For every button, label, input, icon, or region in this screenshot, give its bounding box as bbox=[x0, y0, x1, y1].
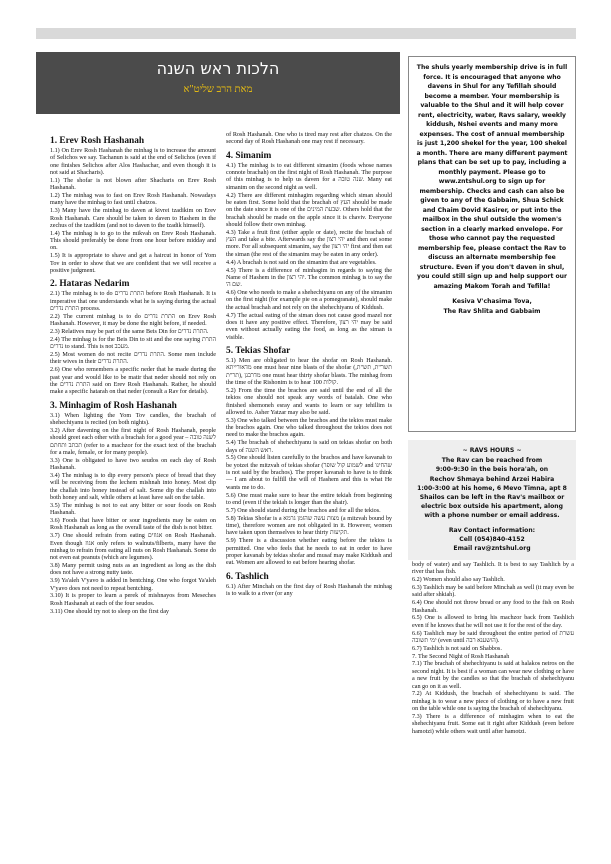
paragraph: 6.2) Women should also say Tashlich. bbox=[412, 577, 505, 584]
paragraph: 5.6) One must make sure to hear the entire tekiah from beginning to end (even if the tekiah is longer than the shair). bbox=[226, 492, 392, 506]
paragraph: 5.4) The brachah of shehechiyanu is said on tekias shofar on both days of ראש השנה. bbox=[226, 440, 392, 454]
section-title: 2. Hataras Nedarim bbox=[50, 279, 130, 290]
column-3 bbox=[412, 562, 574, 736]
paragraph: 5.9) There is a discussion whether eating before the tekios is permitted. One who feels that he needs to eat in order to have proper kavanah by tekias shofar and musaf may make Kiddush and eat. Women are allowed to eat before hearing shofar. bbox=[226, 538, 392, 567]
paragraph: 5.3) One who talked between the brachos and the tekios must make the brachos again. One who talked throughout the tekios does not need to make the brachos again. bbox=[226, 417, 392, 439]
paragraph: 4.2) There are different minhagim regarding which siman should be eaten first. Some hold that the brachah of העץ should be made on the date since it is one of the שבעת המינים. Others hold that the brachah should be made on the apple since it is chaviv. Everyone should follow their own minhag. bbox=[226, 192, 393, 228]
paragraph: 5.2) From the time the brachos are said until the end of all the tekios one should not speak any words of batalah. One who finished shemoneh esray and wants to learn or say tehillim is allowed to. Asher Yatzar may also be said. bbox=[226, 387, 392, 416]
paragraph: 1.5) It is appropriate to shave and get a haircut in honor of Yom Tov in order to show that we are confident that we will receive a positive judgment. bbox=[50, 253, 216, 274]
paragraph: 4.7) The actual eating of the siman does not cause good mazel nor does it have any positive effect. Therefore, יהי רצון may be said even without actually eating the food, as long as the siman is visible. bbox=[226, 312, 392, 341]
rav-hours-line: Rechov Shmaya behind Arzei Habira bbox=[429, 475, 555, 483]
paragraph: 6.3) Tashlich may be said before Minchah as well (it may even be said after shkiah). bbox=[412, 585, 574, 599]
paragraph: 3.9) Ya'aleh V'yavo is added in bentching. One who forgot Ya'aleh V'yavo does not need to repeat bentching. bbox=[50, 578, 216, 592]
paragraph: 1.4) The minhag is to go to the mikvah on Erev Rosh Hashanah. This should preferably be done from one hour before midday and on. bbox=[50, 230, 216, 252]
paragraph: 6.5) One is allowed to bring his machzor back from Tashlich even if he knows that he will not use it for the rest of the day. bbox=[412, 615, 574, 629]
paragraph: 2.6) One who remembers a specific neder that he made during the past year and would like to be matir that neder should not rely on the התרת נדרים said on Erev Rosh Hashanah. Rather, he should make a specific hatarah on that neder (consult a Rav for details). bbox=[50, 367, 216, 396]
paragraph: 7.1) The brachah of shehechiyanu is said at halakos neiros on the second night. It is best if a woman can wear new clothing or have a new fruit by the candles so that the brachah of shehechiyanu can go on it as well. bbox=[412, 661, 574, 690]
paragraph: 3.4) The minhag is to dip every person's piece of bread that they will be receiving from the lechem mishnah into honey. Most dip the challah into honey instead of salt. Some dip the challah into both honey and salt, while others at least have salt on the table. bbox=[50, 472, 216, 501]
paragraph: 3.5) The minhag is not to eat any bitter or sour foods on Rosh Hashanah. bbox=[50, 502, 216, 517]
paragraph: 2.1) The minhag is to do התרת נדרים before Rosh Hashanah. It is imperative that one understands what he is saying during the actual התרת נדרים process. bbox=[50, 291, 216, 313]
paragraph: 5.8) Tekias Shofar is a מצות עשה שהזמן גרמא (a mitzvah bound by time), therefore women are not obligated in it. However, women have taken upon themselves to hear thirty תקיעות. bbox=[226, 515, 393, 537]
paragraph: 2.4) The minhag is for the Beis Din to sit and the one saying התרת נדרים to stand. This is not מעכב. bbox=[50, 336, 216, 351]
paragraph: 1.1) The shofar is not blown after Shacharis on Erev Rosh Hashanah. bbox=[50, 177, 216, 192]
paragraph: 7.3) There is a difference of minhagim when to eat the shehechiyanu fruit. Some eat it right after Kiddush (even before hamotzi) while others wait until after hamotzi. bbox=[412, 713, 574, 735]
section-title: 4. Simanim bbox=[226, 150, 272, 161]
paragraph: 3.7) One should refrain from eating אגוזים on Rosh Hashanah. Even though אגוז only refers to walnuts/filberts, many have the minhag to refrain from eating all nuts on Rosh Hashanah. Some do not even eat peanuts (which are legumes). bbox=[50, 533, 217, 562]
paragraph: 3.8) Many permit using nuts as an ingredient as long as the dish does not have a strong nutty taste. bbox=[50, 563, 216, 577]
page-title: הלכות ראש השנה bbox=[156, 59, 280, 78]
paragraph: of Rosh Hashanah. One who is tired may rest after chatzos. On the second day of Rosh Hashanah one may rest if necessary. bbox=[226, 132, 392, 146]
page-subtitle: מאת הרב שליט"א bbox=[183, 84, 253, 95]
rav-hours-line: The Rav can be reached from bbox=[441, 457, 543, 465]
paragraph: 1.3) Many have the minhag to daven at kivrei tzadikim on Erev Rosh Hashanah. Care should be taken to daven to Hashem in the zechus of the tzadikim (and not to daven to the tzadik himself). bbox=[50, 208, 216, 229]
paragraph: 5.7) One should stand during the brachos and for all the tekios. bbox=[226, 507, 381, 514]
rav-hours-line: 1:00-3:00 at his home, 6 Mevo Timna, apt 8 bbox=[417, 484, 567, 492]
contact-heading: Rav Contact information: bbox=[448, 526, 536, 534]
paragraph: 6.7) Tashlich is not said on Shabbos. bbox=[412, 645, 502, 652]
rav-hours-line: 9:00-9:30 in the beis hora'ah, on bbox=[435, 466, 549, 474]
paragraph: 5.1) Men are obligated to hear the shofar on Rosh Hashanah. מדאורייתא one must hear nine blasts of the shofar (תשר"ת, תש"ת, תר"ת), מדרבנן one must hear thirty shofar blasts. The minhag from the time of the Rishonim is to hear 100 קולות. bbox=[226, 357, 392, 386]
paragraph: 3.11) One should try not to sleep on the first day bbox=[50, 608, 169, 615]
paragraph: 4.1) The minhag is to eat different simanim (foods whose names connote brachah) on the first night of Rosh Hashanah. The purpose of this minhag is to help us daven for a שנה טובה. Many eat simanim on the second night as well. bbox=[226, 162, 392, 191]
paragraph: body of water) and say Tashlich. It is best to say Tashlich by a river that has fish. bbox=[412, 562, 574, 576]
section-title: 6. Tashlich bbox=[226, 571, 269, 582]
membership-drive-box bbox=[408, 56, 576, 432]
section-title: 3. Minhagim of Rosh Hashanah bbox=[50, 400, 177, 411]
title-banner bbox=[36, 52, 400, 114]
rav-hours-line: Shailos can be left in the Rav's mailbox or electric box outside his apartment, along with a phone number or email address. bbox=[419, 494, 565, 520]
paragraph: 4.3) Take a fruit first (either apple or date), recite the brachah of העץ and take a bite. Afterwards say the יהי רצון and then eat some more. For all subsequent simanim, say the יהי רצון first and then eat the siman (the rest of the simanim may be eaten in any order). bbox=[226, 229, 392, 258]
rav-hours-heading: ~ RAVS HOURS ~ bbox=[462, 447, 522, 454]
contact-email[interactable]: Email rav@zntshul.org bbox=[453, 545, 531, 553]
paragraph: 6.1) After Minchah on the first day of Rosh Hashanah the minhag is to walk to a river (or any bbox=[226, 583, 392, 597]
signature-line-2: The Rav Shlita and Gabbaim bbox=[443, 307, 541, 315]
paragraph: 2.3) Relatives may be part of the same Beis Din for התרת נדרים. bbox=[50, 329, 209, 336]
rav-hours-box bbox=[408, 440, 576, 560]
paragraph: 1.1) On Erev Rosh Hashanah the minhag is to increase the amount of Selichos we say. Tachanun is said at the end of Selichos (even if one finishes Selichos after Alos Hashachar, and even though it is not said at Shacharis). bbox=[50, 148, 216, 177]
paragraph: 3.2) After davening on the first night of Rosh Hashanah, people should greet each other with a brachah for a good year – לשנה טובה תכתב ותחתם (refer to a machzor for the exact text of the brachah for a male, female, or for many people). bbox=[50, 427, 217, 456]
section-title: 1. Erev Rosh Hashanah bbox=[50, 136, 145, 146]
column-1 bbox=[50, 132, 216, 616]
top-divider-bar bbox=[36, 28, 576, 39]
paragraph: 6.6) Tashlich may be said throughout the entire period of עשרת ימי תשובה (even until הושענא רבה). bbox=[412, 630, 574, 644]
column-2 bbox=[226, 132, 392, 599]
paragraph: 3.6) Foods that have bitter or sour ingredients may be eaten on Rosh Hashanah as long as the overall taste of the dish is not bitter. bbox=[50, 517, 216, 532]
paragraph: 1.2) The minhag was to fast on Erev Rosh Hashanah. Nowadays many have the minhag to fast until chatzos. bbox=[50, 193, 216, 207]
contact-cell: Cell (054)840-4152 bbox=[459, 535, 525, 543]
paragraph: 6.4) One should not throw bread or any food to the fish on Rosh Hashanah. bbox=[412, 600, 574, 614]
paragraph: 7.2) At Kiddush, the brachah of shehechiyanu is said. The minhag is to wear a new piece of clothing or to have a new fruit on the table while one is saying the brachah of shehechiyanu. bbox=[412, 691, 574, 713]
newsletter-page bbox=[36, 44, 576, 850]
paragraph: 5.5) One should listen carefully to the brachos and have kavanah to be yotzei the mitzvah of tekias shofar (לשמוע קול שופר and שהחינו is not said by the brachos). The proper kavanah to have is to think — I am about to fulfill the will of Hashem and this is what He wants me to do. bbox=[226, 455, 392, 491]
paragraph: 4.5) There is a difference of minhagim in regards to saying the Name of Hashem in the יהי רצון. The common minhag is to say the 'שם ה. bbox=[226, 267, 392, 289]
paragraph: 3.10) It is proper to learn a perek of mishnayos from Meseches Rosh Hashanah at each of the four seudos. bbox=[50, 593, 216, 607]
paragraph: 4.6) One who needs to make a shehechiyanu on any of the simanim on the first night (for example pie on a pomegranate), should make the actual brachah and not rely on the shehechiyanu of Kiddush. bbox=[226, 290, 392, 311]
paragraph: 3.3) One is obligated to have two seudos on each day of Rosh Hashanah. bbox=[50, 457, 216, 472]
signature-line-1: Kesiva V'chasima Tova, bbox=[452, 298, 532, 305]
paragraph: 7. The Second Night of Rosh Hashanah bbox=[412, 653, 510, 660]
membership-text: The shuls yearly membership drive is in full force. It is encouraged that anyone who davens in Shul for any Tefillah should become a member. Your membership is valuable to the Shul and it will help cover rent, electricity, water, Ravs salary, weekly kiddush, Nshei events and many more expenses. The cost of annual membership is just 1,200 shekel for the year, 100 shekel a month. There are many different payment plans that can be set up to pay, including a monthly payment. Please go to www.zntshul.org to sign up for membership. Checks and cash can also be given to any of the Gabbaim, Shua Schick and Chaim Dovid Kasirer, or put into the mailbox in the shul outside the women's section in a clearly marked envelope. For those who cannot pay the requested membership fee, please contact the Rav to discuss an alternate membership fee structure. Even if you don't daven in shul, you could still sign up and help support our amazing Makom Torah and Tefilla! bbox=[416, 64, 568, 290]
paragraph: 3.1) When lighting the Yom Tov candles, the brachah of shehechiyanu is recited (on both nights). bbox=[50, 412, 216, 426]
paragraph: 2.5) Most women do not recite התרת נדרים. Some men include their wives in their התרת נדרים. bbox=[50, 352, 217, 366]
paragraph: 2.2) The current minhag is to do התרת נדרים on Erev Rosh Hashanah. However, it may be done the night before, if needed. bbox=[50, 313, 216, 328]
section-title: 5. Tekias Shofar bbox=[226, 345, 291, 356]
paragraph: 4.4) A brachah is not said on the simanim that are vegetables. bbox=[226, 259, 377, 266]
